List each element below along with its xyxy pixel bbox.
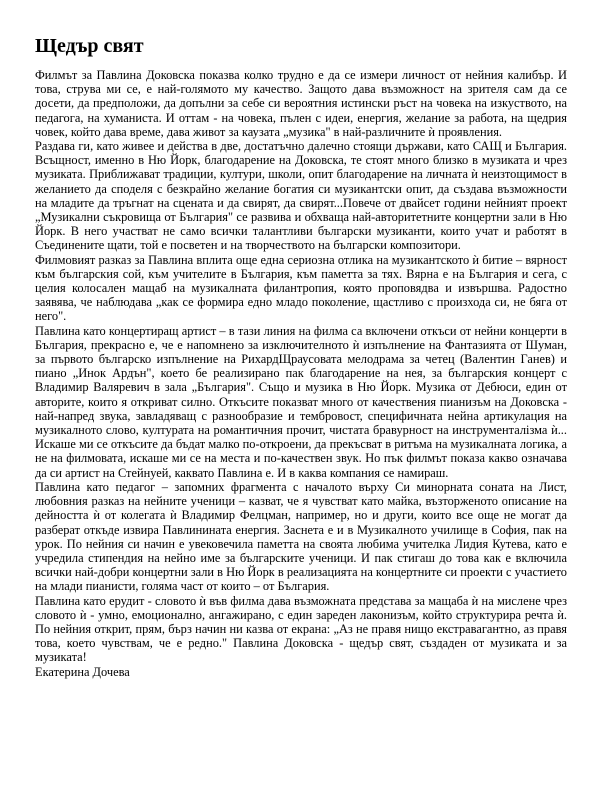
document-page [35,34,567,679]
paragraph-loyalty: Филмовият разказ за Павлина вплита още една сериозна отлика на музикантското ѝ битие – вярност към българския сой, към учителите в България, към паметта за тях. Вярна е на България и сега, с целия колосален мащаб на музикалната филантропия, която проповядва и извършва. Радостно заявява, че наблюдава „как се формира едно младо поколение, щастливо с произхода си, не бяга от него". [35,252,567,324]
article-body [35,68,567,679]
page-title: Щедър свят [35,35,144,57]
paragraph-usa-bulgaria: Раздава ги, като живее и действа в две, достатъчно далечно стоящи държави, като САЩ и България. Всъщност, именно в Ню Йорк, благодарение на Доковска, те стоят много близко в музиката и чрез музиката. Приближават традиции, култури, школи, опит благодарение на личната ѝ неизтощимост в желанието да споделя с безкрайно желание богатия си музикантски опит, да създава възможности на младите да тръгнат на сцената и да свирят, да свирят...Повече от двайсет години нейният проект „Музикални съкровища от България" се развива и обхваща най-авторитетните концертни зали в Ню Йорк. В него участват не само всички талантливи български музиканти, които учат и работят в Съединените щати, той е посветен и на творчеството на български композитори. [35,139,567,253]
paragraph-intro: Филмът за Павлина Доковска показва колко трудно е да се измери личност от нейния калибър. И това, струва ми се, е най-голямото му качество. Защото дава възможност на зрителя сам да се досети, да предположи, да допълни за себе си вероятния истински ръст на човека на изкуството, на педагога, на хуманиста. И оттам - на човека, пълен с идеи, енергия, желание за работа, на щедрия човек, който дава време, дава живот за каузата „музика" в най-различните ѝ проявления. [35,68,567,139]
paragraph-pedagogue: Павлина като педагог – запомних фрагмента с началото върху Си минорната соната на Лист, любовния разказ на нейните ученици – казват, че я чувстват като майка, възторженото описание на дейността ѝ от колегата ѝ Владимир Фелцман, например, но и други, които все още не могат да разберат откъде извира Павлинината енергия. Заснета е и в Музикалното училище в София, пак на урок. По нейния си начин е увековечила паметта на своята любима учителка Лидия Кутева, като е учредила стипендия на нейно име за българските ученици. И пак стигаш до това как е включила всички най-добри концертни зали в Ню Йорк в реализацията на концертните си проекти с участието на млади пианисти, голяма част от които – от България. [35,479,567,594]
author-name: Екатерина Дочева [35,664,130,679]
paragraph-concert-artist: Павлина като концертиращ артист – в тази линия на филма са включени откъси от нейни концерти в България, прекрасно е, че е напомнено за изключителното ѝ изпълнение на Фантазията от Шуман, за първото българско изпълнение на РихардЩраусовата мелодрама за четец (Валентин Ганев) и пиано „Инок Ардън", което бе реализирано пак благодарение на нея, за българския концерт с Владимир Валяревич в зала „България". Също и музика в Ню Йорк. Музика от Дебюси, един от авторите, които я откриват силно. Откъсите показват много от качествения пианизъм на Доковска - най-напред звука, завладяващ с разнообразие и тембровост, специфичната нейна артикулация на музикалното слово, културата на романтичния прочит, чистата бравурност на инструменталізма ѝ... Искаше ми се откъсите да бъдат малко по-откроени, да прекъсват в ритъма на музикалната логика, а не на филмовата, искаше ми се на места и по-качествен звук. Но пък филмът показа какво означава да си артист на Стейнуей, каквато Павлина е. И в каква компания се намираш. [35,323,567,480]
paragraph-erudite: Павлина като ерудит - словото ѝ във филма дава възможната представа за мащаба ѝ на мислене чрез словото ѝ - умно, емоционално, ангажирано, с един зареден лаконизъм, който структурира речта ѝ. По нейния открит, прям, бърз начин ни казва от екрана: „Аз не правя нищо екстравагантно, аз правя това, което чувствам, че е редно." Павлина Доковска - щедър свят, създаден от музиката и за музиката! [35,593,567,665]
